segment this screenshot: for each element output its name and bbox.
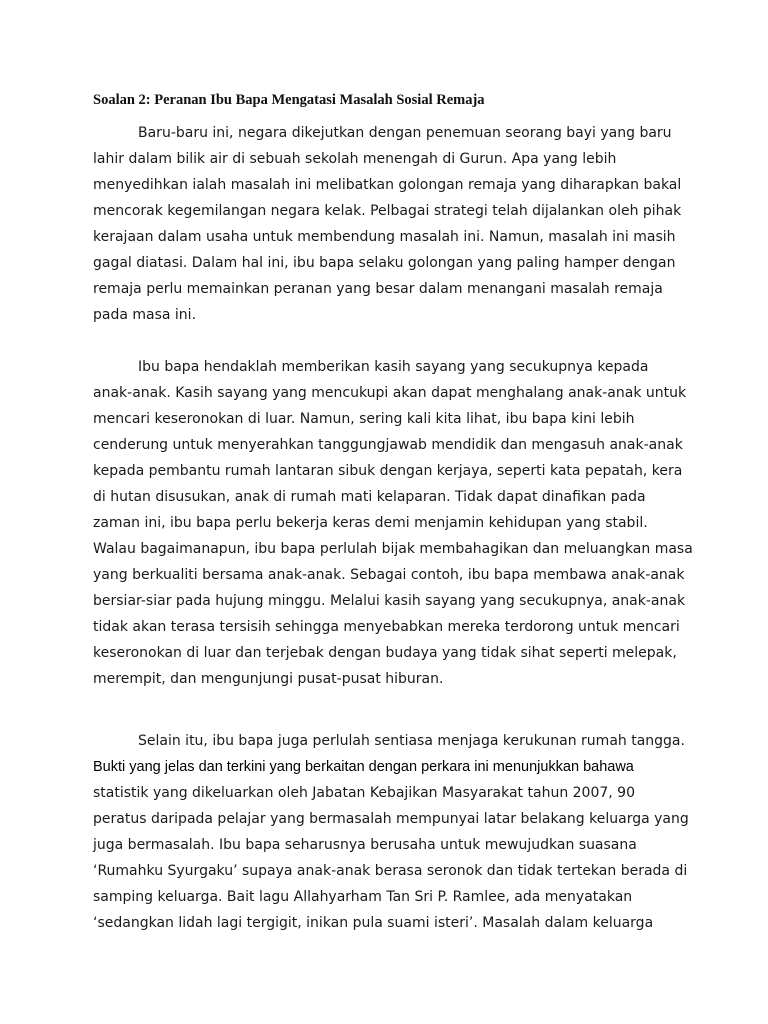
paragraph-line: peratus daripada pelajar yang bermasalah mempunyai latar belakang keluarga yang: [93, 811, 689, 827]
paragraph-line: menyedihkan ialah masalah ini melibatkan golongan remaja yang diharapkan bakal: [93, 177, 682, 193]
paragraph-line: keseronokan di luar dan terjebak dengan budaya yang tidak sihat seperti melepak,: [93, 645, 677, 661]
paragraph-line: Ibu bapa hendaklah memberikan kasih sayang yang secukupnya kepada: [138, 359, 649, 375]
paragraph-line: Bukti yang jelas dan terkini yang berkaitan dengan perkara ini menunjukkan bahawa: [93, 759, 634, 775]
paragraph-line: ‘Rumahku Syurgaku’ supaya anak-anak berasa seronok dan tidak tertekan berada di: [93, 863, 688, 879]
paragraph-line: merempit, dan mengunjungi pusat-pusat hiburan.: [93, 671, 444, 687]
paragraph-line: Walau bagaimanapun, ibu bapa perlulah bijak membahagikan dan meluangkan masa: [93, 541, 693, 557]
paragraph-line: juga bermasalah. Ibu bapa seharusnya berusaha untuk mewujudkan suasana: [93, 837, 637, 853]
paragraph-line: ‘sedangkan lidah lagi tergigit, inikan pula suami isteri’. Masalah dalam keluarga: [93, 915, 654, 931]
paragraph-line: Selain itu, ibu bapa juga perlulah sentiasa menjaga kerukunan rumah tangga.: [138, 733, 685, 749]
paragraph-line: pada masa ini.: [93, 307, 197, 323]
paragraph-line: kepada pembantu rumah lantaran sibuk dengan kerjaya, seperti kata pepatah, kera: [93, 463, 683, 479]
paragraph-line: lahir dalam bilik air di sebuah sekolah menengah di Gurun. Apa yang lebih: [93, 151, 617, 167]
paragraph-line: samping keluarga. Bait lagu Allahyarham Tan Sri P. Ramlee, ada menyatakan: [93, 889, 633, 905]
paragraph-line: statistik yang dikeluarkan oleh Jabatan Kebajikan Masyarakat tahun 2007, 90: [93, 785, 635, 801]
paragraph-line: Baru-baru ini, negara dikejutkan dengan penemuan seorang bayi yang baru: [138, 125, 672, 141]
document-title: Soalan 2: Peranan Ibu Bapa Mengatasi Masalah Sosial Remaja: [93, 92, 485, 108]
paragraph-line: anak-anak. Kasih sayang yang mencukupi akan dapat menghalang anak-anak untuk: [93, 385, 687, 401]
paragraph-line: tidak akan terasa tersisih sehingga menyebabkan mereka terdorong untuk mencari: [93, 619, 680, 635]
paragraph-line: mencorak kegemilangan negara kelak. Pelbagai strategi telah dijalankan oleh pihak: [93, 203, 682, 219]
paragraph-line: remaja perlu memainkan peranan yang besar dalam menangani masalah remaja: [93, 281, 663, 297]
paragraph-line: cenderung untuk menyerahkan tanggungjawab mendidik dan mengasuh anak-anak: [93, 437, 683, 453]
paragraph-line: kerajaan dalam usaha untuk membendung masalah ini. Namun, masalah ini masih: [93, 229, 676, 245]
paragraph-line: yang berkualiti bersama anak-anak. Sebagai contoh, ibu bapa membawa anak-anak: [93, 567, 685, 583]
paragraph-line: gagal diatasi. Dalam hal ini, ibu bapa selaku golongan yang paling hamper dengan: [93, 255, 676, 271]
paragraph-line: zaman ini, ibu bapa perlu bekerja keras demi menjamin kehidupan yang stabil.: [93, 515, 648, 531]
paragraph-line: mencari keseronokan di luar. Namun, sering kali kita lihat, ibu bapa kini lebih: [93, 411, 635, 427]
paragraph-line: bersiar-siar pada hujung minggu. Melalui kasih sayang yang secukupnya, anak-anak: [93, 593, 686, 609]
paragraph-line: di hutan disusukan, anak di rumah mati kelaparan. Tidak dapat dinafikan pada: [93, 489, 646, 505]
